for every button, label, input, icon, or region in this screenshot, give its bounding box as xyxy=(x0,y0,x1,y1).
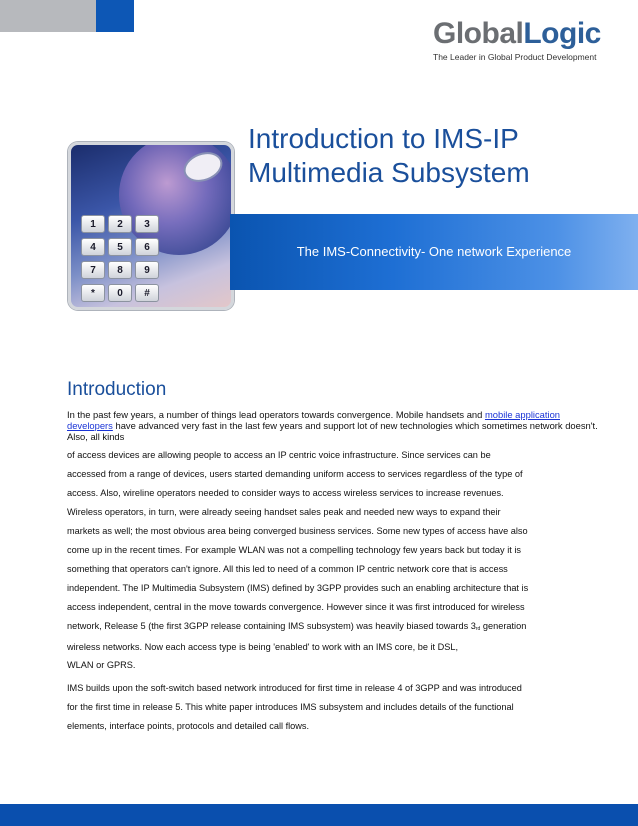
body-line: come up in the recent times. For example WLAN was not a compelling technology few years back but today it is xyxy=(67,545,521,555)
logo-word-global: Global xyxy=(433,17,524,50)
document-title xyxy=(248,122,628,190)
globallogic-logo xyxy=(433,18,613,68)
body-line: something that operators can't ignore. All this led to need of a common IP centric network core that is access xyxy=(67,564,508,574)
body-line: markets as well; the most obvious area being converged business services. Some new types of access have also xyxy=(67,526,528,536)
body-text xyxy=(67,446,587,736)
corner-blue-block xyxy=(96,0,134,32)
keypad-key: 3 xyxy=(135,215,159,233)
banner-text: The IMS-Connectivity- One network Experience xyxy=(296,244,572,259)
keypad-key: # xyxy=(135,284,159,302)
keypad-key: 6 xyxy=(135,238,159,256)
release-text-before: network, Release 5 (the first 3GPP release containing IMS subsystem) was heavily biased towards 3 xyxy=(67,621,476,631)
keypad-key: * xyxy=(81,284,105,302)
release-text-after: generation xyxy=(480,621,527,631)
keypad-key: 2 xyxy=(108,215,132,233)
keypad-key: 7 xyxy=(81,261,105,279)
phone-keypad xyxy=(81,215,157,302)
logo-word-logic: Logic xyxy=(523,17,601,50)
body-line: access independent, central in the move towards convergence. However since it was first introduced for wireless xyxy=(67,602,525,612)
title-line-2: Multimedia Subsystem xyxy=(248,157,530,188)
title-line-1: Introduction to IMS-IP xyxy=(248,123,519,154)
para2-line: elements, interface points, protocols and detailed call flows. xyxy=(67,721,310,731)
para2-line: for the first time in release 5. This white paper introduces IMS subsystem and includes details of the functional xyxy=(67,702,514,712)
section-heading: Introduction xyxy=(67,379,167,400)
para2-line: IMS builds upon the soft-switch based network introduced for first time in release 4 of 3GPP and was introduced xyxy=(67,683,522,693)
logo-tagline: The Leader in Global Product Development xyxy=(433,52,597,62)
keypad-key: 5 xyxy=(108,238,132,256)
body-line: WLAN or GPRS. xyxy=(67,660,136,670)
keypad-key: 8 xyxy=(108,261,132,279)
mobile-app-developers-link[interactable]: mobile application developers xyxy=(67,409,560,431)
body-line: accessed from a range of devices, users started demanding uniform access to services regardless of the type of xyxy=(67,469,523,479)
body-line: wireless networks. Now each access type is being 'enabled' to work with an IMS core, be it DSL, xyxy=(67,642,459,652)
body-line: Wireless operators, in turn, were already seeing handset sales peak and needed new ways to expand their xyxy=(67,507,501,517)
release-superscript: rd xyxy=(475,626,481,632)
lead-text-after-link: have advanced very fast in the last few years and support lot of new technologies which sometimes network doesn't. Also, all kinds xyxy=(67,420,598,442)
lead-text-before-link: In the past few years, a number of things lead operators towards convergence. Mobile handsets and xyxy=(67,409,485,420)
keypad-key: 1 xyxy=(81,215,105,233)
keypad-key: 0 xyxy=(108,284,132,302)
body-line-release xyxy=(67,617,587,638)
footer-bar xyxy=(0,804,638,826)
subtitle-banner xyxy=(230,214,638,290)
body-line: independent. The IP Multimedia Subsystem (IMS) defined by 3GPP provides such an enabling architecture that is xyxy=(67,583,529,593)
body-line: of access devices are allowing people to access an IP centric voice infrastructure. Since services can be xyxy=(67,450,491,460)
corner-grey-block xyxy=(0,0,96,32)
keypad-key: 9 xyxy=(135,261,159,279)
logo-wordmark xyxy=(433,18,613,50)
keypad-key: 4 xyxy=(81,238,105,256)
lead-paragraph xyxy=(67,409,607,442)
hero-image xyxy=(68,142,234,310)
body-line: access. Also, wireline operators needed to consider ways to access wireless services to increase revenues. xyxy=(67,488,504,498)
